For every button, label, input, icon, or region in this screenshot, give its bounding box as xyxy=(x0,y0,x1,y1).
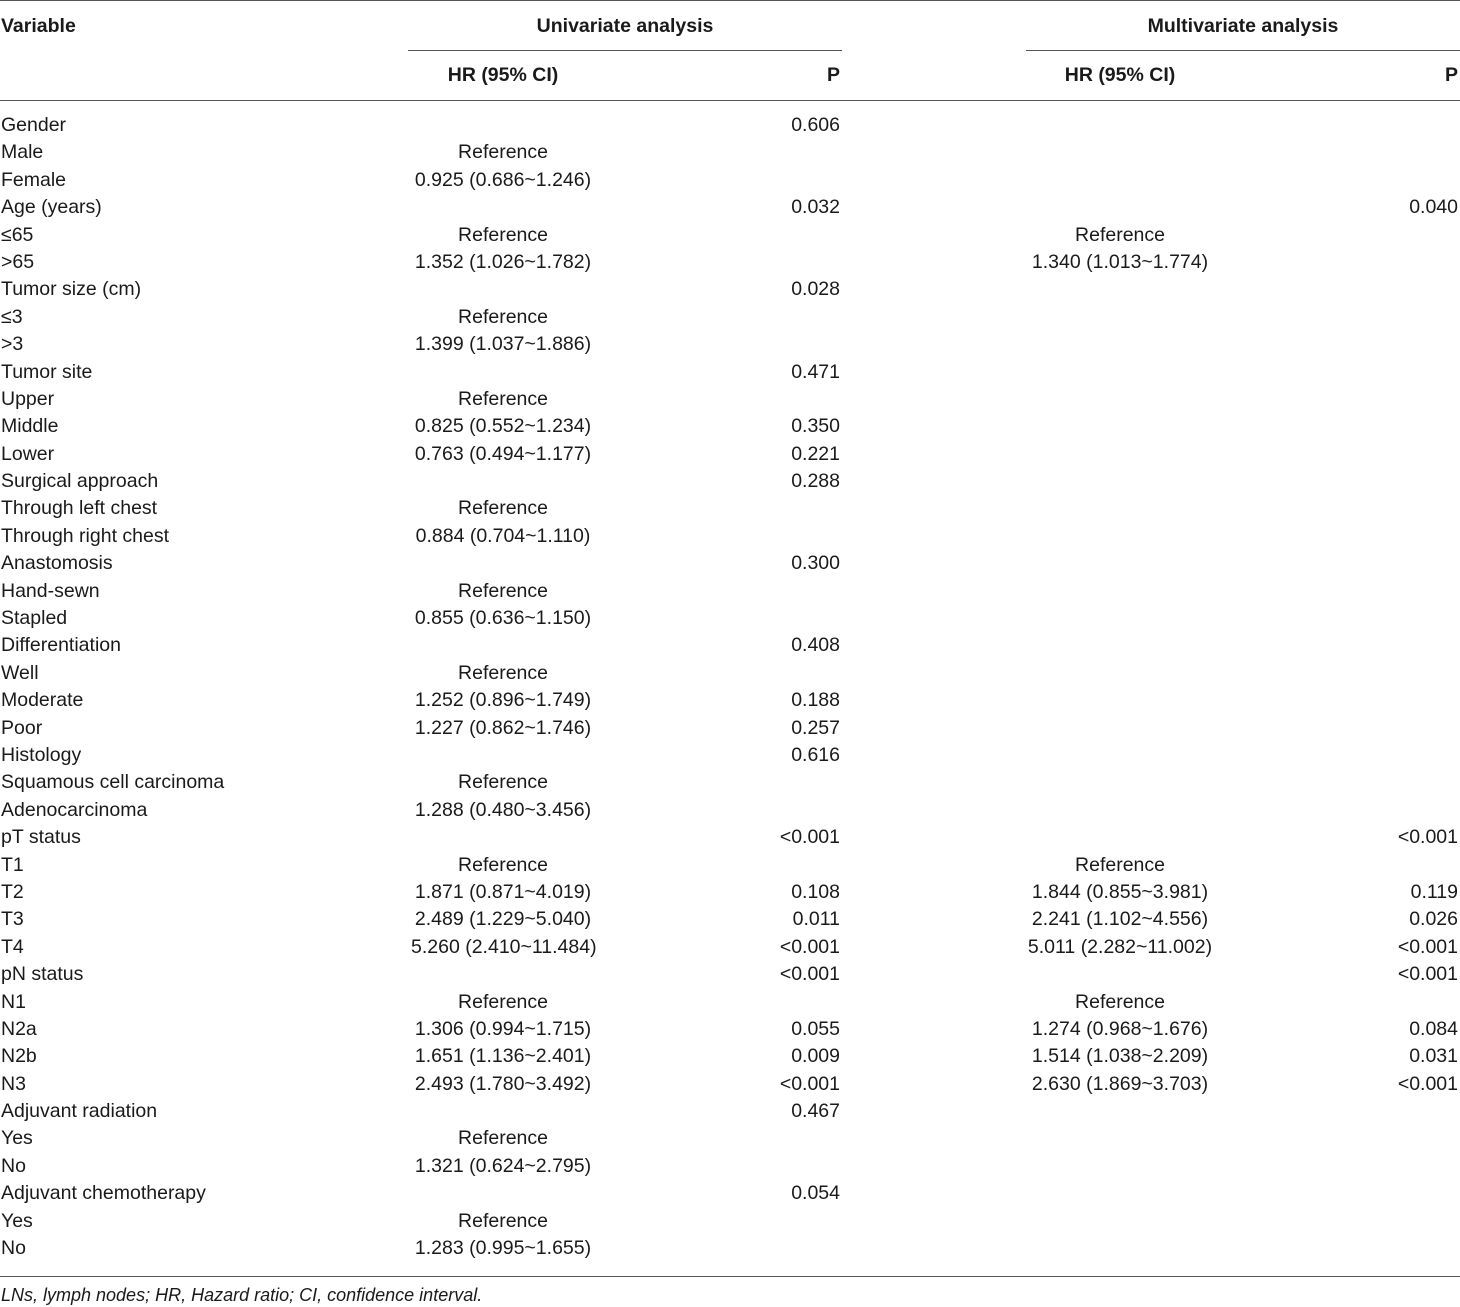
table-row xyxy=(0,523,1460,550)
multivariate-p-cell: 0.026 xyxy=(1409,908,1458,931)
multivariate-p-cell: <0.001 xyxy=(1397,935,1458,958)
multivariate-p-cell: <0.001 xyxy=(1397,1072,1458,1095)
multivariate-hr-cell: 1.340 (1.013~1.774) xyxy=(1031,250,1209,273)
multivariate-hr-cell: Reference xyxy=(1075,223,1165,246)
variable-cell: T1 xyxy=(1,853,24,876)
header-bottom-rule xyxy=(0,100,1460,101)
variable-cell: >3 xyxy=(1,333,24,356)
univariate-hr-cell: 2.493 (1.780~3.492) xyxy=(414,1072,592,1095)
variable-cell: Squamous cell carcinoma xyxy=(1,771,225,794)
table-row xyxy=(0,359,1460,386)
variable-cell: Male xyxy=(1,141,44,164)
univariate-hr-cell: 1.227 (0.862~1.746) xyxy=(414,716,592,739)
univariate-hr-cell: Reference xyxy=(458,1127,548,1150)
table-row xyxy=(0,989,1460,1016)
variable-cell: Tumor site xyxy=(1,360,93,383)
univariate-span-rule xyxy=(408,50,842,51)
multivariate-hr-cell: 1.274 (0.968~1.676) xyxy=(1031,1017,1209,1040)
multivariate-p-cell: <0.001 xyxy=(1397,826,1458,849)
multivariate-hr-cell: Reference xyxy=(1075,853,1165,876)
table-row xyxy=(0,167,1460,194)
univariate-hr-cell: 0.763 (0.494~1.177) xyxy=(414,442,592,465)
univariate-p-cell: 0.055 xyxy=(791,1017,840,1040)
table-row xyxy=(0,550,1460,577)
table-row xyxy=(0,797,1460,824)
univariate-p-cell: <0.001 xyxy=(779,1072,840,1095)
table-row xyxy=(0,468,1460,495)
univariate-hr-cell: 1.352 (1.026~1.782) xyxy=(414,250,592,273)
variable-cell: >65 xyxy=(1,250,35,273)
table-row xyxy=(0,1235,1460,1262)
multivariate-p-cell: 0.084 xyxy=(1409,1017,1458,1040)
variable-cell: Yes xyxy=(1,1209,33,1232)
top-rule xyxy=(0,0,1460,1)
univariate-hr-cell: 0.884 (0.704~1.110) xyxy=(415,524,591,547)
table-row xyxy=(0,441,1460,468)
variable-cell: T3 xyxy=(1,908,24,931)
variable-cell: Yes xyxy=(1,1127,33,1150)
table-row xyxy=(0,495,1460,522)
univariate-p-cell: 0.606 xyxy=(791,114,840,136)
table-row xyxy=(0,824,1460,851)
univariate-p-cell: 0.350 xyxy=(791,415,840,438)
variable-cell: Through right chest xyxy=(1,524,170,547)
table-row xyxy=(0,879,1460,906)
univariate-hr-cell: 1.283 (0.995~1.655) xyxy=(414,1237,592,1260)
bottom-rule xyxy=(0,1276,1460,1277)
variable-cell: Anastomosis xyxy=(1,552,113,575)
variable-cell: No xyxy=(1,1154,26,1177)
multivariate-hr-cell: 1.514 (1.038~2.209) xyxy=(1031,1045,1209,1068)
univariate-p-cell: <0.001 xyxy=(779,826,840,849)
table-footnote: LNs, lymph nodes; HR, Hazard ratio; CI, confidence interval. xyxy=(1,1285,483,1305)
table-row xyxy=(0,276,1460,303)
variable-cell: Histology xyxy=(1,743,82,766)
table-row xyxy=(0,934,1460,961)
univariate-hr-cell: Reference xyxy=(458,387,548,410)
variable-cell: pN status xyxy=(1,963,84,986)
multivariate-span-rule xyxy=(1026,50,1460,51)
variable-cell: Lower xyxy=(1,442,55,465)
univariate-hr-cell: 1.252 (0.896~1.749) xyxy=(414,689,592,712)
header-multivariate-p: P xyxy=(1444,64,1458,86)
multivariate-p-cell: 0.119 xyxy=(1410,880,1458,903)
variable-cell: No xyxy=(1,1237,26,1260)
univariate-p-cell: 0.009 xyxy=(791,1045,840,1068)
univariate-p-cell: 0.288 xyxy=(791,470,840,493)
variable-cell: Differentiation xyxy=(1,634,121,657)
univariate-hr-cell: Reference xyxy=(458,771,548,794)
header-univariate-p: P xyxy=(826,64,840,86)
header-multivariate-hr: HR (95% CI) xyxy=(1064,64,1176,86)
univariate-hr-cell: Reference xyxy=(458,1209,548,1232)
table-row xyxy=(0,906,1460,933)
variable-cell: T4 xyxy=(1,935,24,958)
variable-cell: Moderate xyxy=(1,689,84,712)
univariate-p-cell: 0.471 xyxy=(791,360,840,383)
univariate-hr-cell: 0.855 (0.636~1.150) xyxy=(414,607,592,630)
variable-cell: Adenocarcinoma xyxy=(1,798,148,821)
variable-cell: ≤65 xyxy=(1,223,34,246)
variable-cell: N3 xyxy=(1,1072,26,1095)
univariate-p-cell: <0.001 xyxy=(779,963,840,986)
variable-cell: Hand-sewn xyxy=(1,579,100,602)
univariate-hr-cell: Reference xyxy=(458,305,548,328)
header-variable: Variable xyxy=(1,15,76,37)
table-row xyxy=(0,139,1460,166)
table-row xyxy=(0,769,1460,796)
variable-cell: Through left chest xyxy=(1,497,158,520)
variable-cell: Gender xyxy=(1,114,67,136)
univariate-hr-cell: Reference xyxy=(458,990,548,1013)
table-row xyxy=(0,1043,1460,1070)
table-row xyxy=(0,605,1460,632)
univariate-hr-cell: 1.399 (1.037~1.886) xyxy=(414,333,592,356)
variable-cell: pT status xyxy=(1,826,81,849)
univariate-p-cell: <0.001 xyxy=(779,935,840,958)
univariate-hr-cell: Reference xyxy=(458,497,548,520)
table-row xyxy=(0,1153,1460,1180)
univariate-p-cell: 0.300 xyxy=(791,552,840,575)
table-row xyxy=(0,249,1460,276)
table-row xyxy=(0,660,1460,687)
table-row xyxy=(0,742,1460,769)
variable-cell: Poor xyxy=(1,716,43,739)
univariate-p-cell: 0.028 xyxy=(791,278,840,301)
table-row xyxy=(0,222,1460,249)
univariate-hr-cell: 1.321 (0.624~2.795) xyxy=(414,1154,592,1177)
variable-cell: Age (years) xyxy=(1,196,102,219)
univariate-hr-cell: 0.925 (0.686~1.246) xyxy=(414,168,592,191)
table-row xyxy=(0,578,1460,605)
variable-cell: Upper xyxy=(1,387,55,410)
univariate-p-cell: 0.257 xyxy=(791,716,840,739)
multivariate-p-cell: 0.040 xyxy=(1409,196,1458,219)
univariate-p-cell: 0.188 xyxy=(791,689,840,712)
table-row xyxy=(0,1016,1460,1043)
table-row xyxy=(0,687,1460,714)
table-body xyxy=(0,112,1460,1262)
multivariate-hr-cell: 5.011 (2.282~11.002) xyxy=(1027,935,1213,958)
variable-cell: ≤3 xyxy=(1,305,23,328)
table-row xyxy=(0,386,1460,413)
univariate-p-cell: 0.011 xyxy=(792,908,840,931)
table-row xyxy=(0,194,1460,221)
univariate-p-cell: 0.221 xyxy=(791,442,840,465)
variable-cell: N2b xyxy=(1,1045,37,1068)
table-row xyxy=(0,852,1460,879)
variable-cell: Female xyxy=(1,168,67,191)
univariate-hr-cell: 1.288 (0.480~3.456) xyxy=(414,798,592,821)
table-row xyxy=(0,961,1460,988)
variable-cell: N2a xyxy=(1,1017,37,1040)
table-row xyxy=(0,331,1460,358)
table-row xyxy=(0,304,1460,331)
univariate-p-cell: 0.408 xyxy=(791,634,840,657)
variable-cell: Well xyxy=(1,661,39,684)
table-row xyxy=(0,715,1460,742)
variable-cell: Adjuvant chemotherapy xyxy=(1,1182,206,1205)
header-univariate: Univariate analysis xyxy=(536,15,714,37)
univariate-hr-cell: 2.489 (1.229~5.040) xyxy=(414,908,592,931)
multivariate-hr-cell: Reference xyxy=(1075,990,1165,1013)
variable-cell: T2 xyxy=(1,880,24,903)
univariate-hr-cell: 1.306 (0.994~1.715) xyxy=(414,1017,592,1040)
header-multivariate: Multivariate analysis xyxy=(1147,15,1339,37)
table-row xyxy=(0,1208,1460,1235)
univariate-hr-cell: Reference xyxy=(458,853,548,876)
multivariate-hr-cell: 2.241 (1.102~4.556) xyxy=(1031,908,1209,931)
table-row xyxy=(0,1125,1460,1152)
multivariate-p-cell: 0.031 xyxy=(1409,1045,1458,1068)
table-row xyxy=(0,632,1460,659)
table-row xyxy=(0,1180,1460,1207)
univariate-hr-cell: 5.260 (2.410~11.484) xyxy=(411,935,597,958)
univariate-hr-cell: 1.651 (1.136~2.401) xyxy=(414,1045,592,1068)
table-row xyxy=(0,112,1460,139)
header-univariate-hr: HR (95% CI) xyxy=(447,64,559,86)
univariate-hr-cell: Reference xyxy=(458,223,548,246)
univariate-p-cell: 0.616 xyxy=(791,743,840,766)
variable-cell: Middle xyxy=(1,415,59,438)
table-row xyxy=(0,413,1460,440)
variable-cell: Surgical approach xyxy=(1,470,159,493)
table-row xyxy=(0,1071,1460,1098)
multivariate-hr-cell: 2.630 (1.869~3.703) xyxy=(1031,1072,1209,1095)
variable-cell: Tumor size (cm) xyxy=(1,278,142,301)
multivariate-p-cell: <0.001 xyxy=(1397,963,1458,986)
univariate-hr-cell: Reference xyxy=(458,141,548,164)
table-row xyxy=(0,1098,1460,1125)
univariate-p-cell: 0.054 xyxy=(791,1182,840,1205)
univariate-p-cell: 0.467 xyxy=(791,1100,840,1123)
univariate-hr-cell: 0.825 (0.552~1.234) xyxy=(414,415,592,438)
univariate-hr-cell: Reference xyxy=(458,579,548,602)
variable-cell: Stapled xyxy=(1,607,68,630)
univariate-hr-cell: Reference xyxy=(458,661,548,684)
univariate-hr-cell: 1.871 (0.871~4.019) xyxy=(414,880,592,903)
univariate-p-cell: 0.032 xyxy=(791,196,840,219)
multivariate-hr-cell: 1.844 (0.855~3.981) xyxy=(1031,880,1209,903)
univariate-p-cell: 0.108 xyxy=(791,880,840,903)
variable-cell: N1 xyxy=(1,990,26,1013)
variable-cell: Adjuvant radiation xyxy=(1,1100,158,1123)
